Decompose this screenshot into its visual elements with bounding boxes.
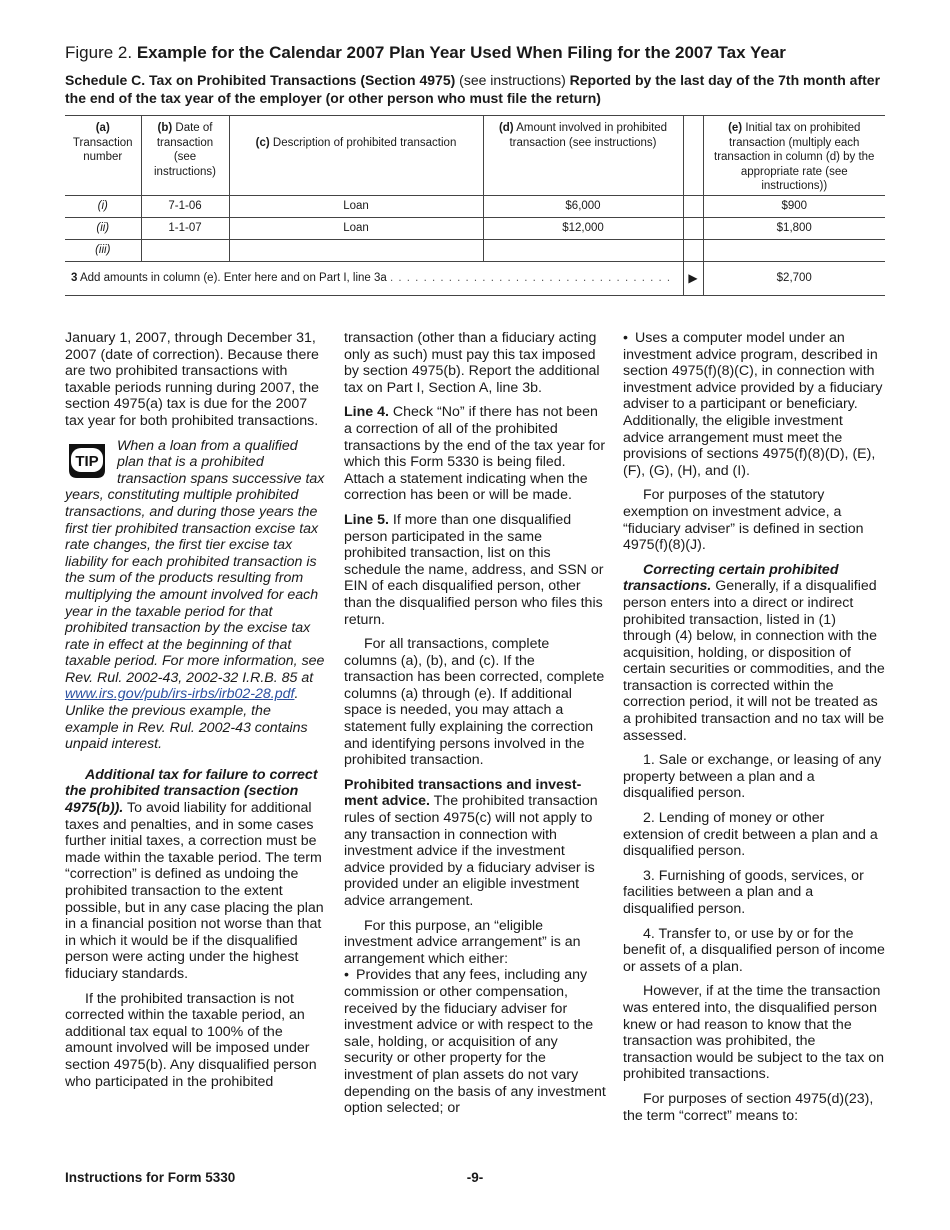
row-amount: [483, 240, 683, 262]
bullet-icon: •: [344, 967, 349, 984]
paragraph: Additionally, the eligible investment advice arrangement must meet the provisions of sections 4975(f)(8)(D), (E), (F), (G), (H), and (I).: [623, 412, 876, 479]
list-item: 3. Furnishing of goods, services, or facilities between a plan and a disqualified person.: [623, 867, 864, 917]
paragraph: For this purpose, an “eligible investment advice arrangement” is an arrangement which either:: [344, 917, 581, 967]
header-a: (a) Transaction number: [65, 116, 141, 196]
page-number: -9-: [466, 1170, 484, 1185]
irs-link[interactable]: www.irs.gov/pub/irs-irbs/irb02-28.pdf: [65, 686, 295, 703]
column-3: [623, 330, 885, 1132]
row-date: 1-1-07: [141, 218, 229, 240]
total-label: 3 Add amounts in column (e). Enter here and on Part I, line 3a . . . . . . . . . . . . . . . . . . . . . . . . . . . . . . . . . .: [65, 262, 683, 296]
bullet-item: • Uses a computer model under an investment advice program, described in section 4975(f)(8)(C), in connection with investment advice provided by a fiduciary adviser to a participant or beneficiary.: [623, 330, 883, 413]
row-tax: [703, 240, 885, 262]
list-item: 1. Sale or exchange, or leasing of any property between a plan and a disqualified person.: [623, 752, 882, 802]
row-number: (ii): [65, 218, 141, 240]
row-description: Loan: [229, 218, 483, 240]
figure-title-text: Example for the Calendar 2007 Plan Year Used When Filing for the 2007 Tax Year: [136, 43, 786, 62]
paragraph: Line 4. Check “No” if there has not been a correction of all of the prohibited transactions by the end of the tax year for which this Form 5330 is being filed. Attach a statement indicating when the correction has been or will be made.: [344, 404, 606, 504]
paragraph: For purposes of section 4975(d)(23), the term “correct” means to:: [623, 1090, 874, 1124]
row-description: [229, 240, 483, 262]
schedule-title-note: (see instructions): [459, 72, 566, 88]
row-date: 7-1-06: [141, 196, 229, 218]
header-e: (e) Initial tax on prohibited transaction (multiply each transaction in column (d) by the appropriate rate (see instructions)): [703, 116, 885, 196]
column-1: [65, 330, 327, 1098]
tip-icon: [65, 440, 109, 482]
table-row: [65, 240, 885, 262]
row-date: [141, 240, 229, 262]
schedule-title-bold: Schedule C. Tax on Prohibited Transactions (Section 4975): [65, 72, 456, 88]
row-spacer: [683, 196, 703, 218]
row-number: (iii): [65, 240, 141, 262]
row-amount: $12,000: [483, 218, 683, 240]
row-tax: $1,800: [703, 218, 885, 240]
figure-prefix: Figure 2.: [65, 43, 133, 62]
paragraph: January 1, 2007, through December 31, 2007 (date of correction). Because there are two prohibited transactions with taxable periods running during 2007, the section 4975(a) tax is due for the 2007 tax year for both prohibited transactions.: [65, 330, 319, 429]
table-row: [65, 218, 885, 240]
row-spacer: [683, 218, 703, 240]
header-arrow-spacer: [683, 116, 703, 196]
row-tax: $900: [703, 196, 885, 218]
table-header-row: [65, 116, 885, 196]
row-spacer: [683, 240, 703, 262]
figure-title: [65, 43, 786, 63]
arrow-right-icon: ▶: [683, 262, 703, 296]
footer-form-name: Instructions for Form 5330: [65, 1170, 236, 1185]
row-number: (i): [65, 196, 141, 218]
tip-box: [65, 438, 327, 753]
schedule-heading: [65, 72, 895, 107]
bullet-icon: •: [623, 330, 628, 346]
paragraph: Correcting certain prohibited transactions. Generally, if a disqualified person enters into a direct or indirect prohibited transaction, listed in (1) through (4) below, in connection with the acquisition, holding, or disposition of certain securities or commodities, and the transaction is corrected within the correction period, it will not be treated as a prohibited transaction and no tax will be assessed.: [623, 561, 885, 744]
paragraph: Line 5. If more than one disqualified person participated in the same prohibited transaction, list on this schedule the name, address, and SSN or EIN of each disqualified person, other than the disqualified person who files this return.: [344, 511, 604, 628]
total-row: [65, 262, 885, 296]
header-d: (d) Amount involved in prohibited transaction (see instructions): [483, 116, 683, 196]
list-item: 4. Transfer to, or use by or for the benefit of, a disqualified person of income or assets of a plan.: [623, 925, 885, 975]
row-amount: $6,000: [483, 196, 683, 218]
list-item: 2. Lending of money or other extension of credit between a plan and a disqualified person.: [623, 810, 878, 860]
total-line-number: 3: [71, 272, 78, 285]
header-c: (c) Description of prohibited transaction: [229, 116, 483, 196]
paragraph: transaction (other than a fiduciary acting only as such) must pay this tax imposed by section 4975(b). Report the additional tax on Part I, Section A, line 3b.: [344, 330, 600, 396]
header-b: (b) Date of transaction (see instructions): [141, 116, 229, 196]
paragraph: Prohibited transactions and invest-ment advice. The prohibited transaction rules of section 4975(c) will not apply to any transaction in connection with investment advice if the investment advice provided by a fiduciary adviser is provided under an eligible investment advice arrangement.: [344, 776, 598, 909]
total-value: $2,700: [703, 262, 885, 296]
tip-text: When a loan from a qualified plan that is a prohibited transaction spans successive tax years, constituting multiple prohibited transactions, and during those years the first tier prohibited transaction excise tax rate changes, the first tier excise tax liability for each prohibited transaction is the sum of the products resulting from multiplying the amount involved for each year in the taxable period for that prohibited transaction by the excise tax rate in effect at the beginning of that taxable period. For more information, see Rev. Rul. 2002-43, 2002-32 I.R.B. 85 at www.irs.gov/pub/irs-irbs/irb02-28.pdf. Unlike the previous example, the example in Rev. Rul. 2002-43 contains unpaid interest.: [65, 437, 325, 753]
table-row: [65, 196, 885, 218]
paragraph: Additional tax for failure to correct the prohibited transaction (section 4975(b)). To avoid liability for additional taxes and penalties, and in some cases further initial taxes, a correction must be made within the taxable period. The term “correction” is defined as undoing the prohibited transaction to the extent possible, but in any case placing the plan in a financial position not worse than that in which it would be if the disqualified person were acting under the highest fiduciary standards.: [65, 766, 324, 982]
schedule-c-table: [65, 115, 885, 296]
leader-dots: . . . . . . . . . . . . . . . . . . . . . . . . . . . . . . . . . .: [390, 272, 672, 285]
paragraph: For purposes of the statutory exemption on investment advice, a “fiduciary adviser” is defined in section 4975(f)(8)(J).: [623, 487, 864, 554]
svg-text:TIP: TIP: [75, 452, 99, 470]
paragraph: If the prohibited transaction is not corrected within the taxable period, an additional tax equal to 100% of the amount involved will be imposed under section 4975(b). Any disqualified person who participated in the prohibited: [65, 990, 317, 1090]
column-2: [344, 330, 606, 1125]
row-description: Loan: [229, 196, 483, 218]
bullet-item: • Provides that any fees, including any commission or other compensation, received by the fiduciary adviser for investment advice or with respect to the sale, holding, or acquisition of any security or other property for the investment of plan assets do not vary depending on the basis of any investment option selected; or: [344, 967, 606, 1117]
paragraph: However, if at the time the transaction was entered into, the disqualified person knew or had reason to know that the transaction was prohibited, the transaction would be subject to the tax on prohibited transactions.: [623, 983, 885, 1083]
schedule-title-bold2: Reported by the last day of the 7th month after the end of the tax year of the employer (or other person who must file the return): [65, 72, 881, 106]
paragraph: For all transactions, complete columns (a), (b), and (c). If the transaction has been corrected, complete columns (a) through (e). If additional space is needed, you may attach a statement fully explaining the correction and identifying persons involved in the prohibited transaction.: [344, 636, 605, 769]
